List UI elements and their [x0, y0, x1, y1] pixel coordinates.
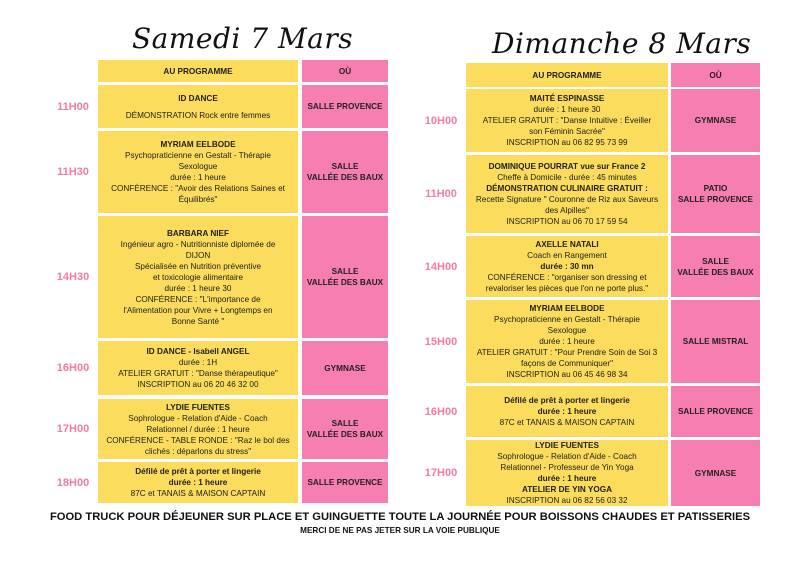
location-cell [671, 300, 760, 383]
program-line: durée : 1 heure 30 [533, 105, 601, 114]
program-line: INSCRIPTION au 06 82 95 73 99 [506, 138, 628, 147]
program-line: et toxicologie alimentaire [152, 272, 244, 282]
program-line: Recette Signature " Couronne de Riz aux Saveurs [475, 195, 659, 204]
saturday-where-header: OÙ [302, 60, 388, 82]
time-slot: 18H00 [56, 476, 90, 489]
time-slot: 17H00 [56, 423, 90, 435]
location-cell [302, 131, 388, 213]
program-line: INSCRIPTION au 06 70 17 59 54 [506, 217, 628, 226]
program-line: BARBARA NIEF [166, 228, 229, 238]
location-cell [671, 440, 760, 506]
time-slot: 14H00 [424, 260, 458, 273]
location-cell [302, 216, 388, 338]
location-cell [302, 399, 388, 459]
program-line: durée : 1 heure [539, 337, 595, 346]
program-line: Sophrologue - Relation d'Aide - Coach [497, 452, 637, 461]
program-line: Équilibrés" [178, 195, 218, 204]
location-cell [671, 236, 760, 297]
program-cell [466, 386, 668, 437]
sunday-program-header: AU PROGRAMME [466, 63, 668, 87]
program-cell [466, 440, 668, 506]
program-line: durée : 1 heure [170, 173, 226, 182]
program-line: Relationnel - Professeur de Yin Yoga [500, 463, 634, 472]
program-line: CONFÉRENCE : "Avoir des Relations Saines et [111, 184, 285, 193]
program-line: 87C et TANAIS & MAISON CAPTAIN [130, 489, 266, 498]
program-line: Psychopraticienne en Gestalt - Thérapie [494, 315, 640, 324]
time-slot: 16H00 [424, 405, 458, 418]
program-cell [98, 85, 298, 128]
program-line: DÉMONSTRATION CULINAIRE GRATUIT : [486, 184, 648, 193]
program-line: durée : 1 heure [168, 478, 228, 487]
program-line: DÉMONSTRATION Rock entre femmes [125, 110, 271, 120]
program-line: Relationnel / durée : 1 heure [146, 424, 250, 434]
sunday-where-header: OÙ [671, 63, 760, 87]
program-line: MAITÉ ESPINASSE [529, 94, 605, 103]
program-line: durée : 1 heure 30 [164, 283, 232, 293]
program-line: durée : 1 heure [537, 407, 597, 416]
program-line: durée : 30 mn [540, 262, 594, 271]
time-slot: 17H00 [424, 467, 458, 479]
program-line: ATELIER GRATUIT : "Danse thérapeutique" [118, 369, 278, 378]
program-line: CONFÉRENCE : "organiser son dressing et [487, 273, 647, 282]
time-slot: 14H30 [56, 271, 90, 283]
program-line: durée : 1H [178, 358, 218, 367]
location-cell [671, 89, 760, 152]
program-line: Défilé de prêt à porter et lingerie [504, 396, 630, 405]
saturday-title: Samedi 7 Mars [132, 22, 354, 55]
location-line: GYMNASE [324, 363, 366, 373]
program-line: ATELIER DE YIN YOGA [521, 485, 613, 494]
program-line: durée : 1 heure [537, 474, 597, 483]
program-line: revaloriser les pièces que l'on ne porte plus." [485, 284, 649, 293]
program-line: Sexologue [178, 162, 218, 171]
program-line: Sophrologue - Relation d'Aide - Coach [128, 413, 268, 423]
program-line: CONFÉRENCE : "L'importance de [135, 294, 261, 304]
program-line: INSCRIPTION au 06 20 46 32 00 [137, 380, 259, 389]
location-line: GYMNASE [694, 468, 737, 478]
location-line: SALLE PROVENCE [307, 102, 383, 111]
program-cell [466, 89, 668, 152]
location-line: VALLÉE DES BAUX [306, 430, 384, 439]
time-slot: 10H00 [424, 114, 458, 127]
location-line: SALLE [702, 256, 729, 266]
program-line: ATELIER GRATUIT : "Pour Prendre Soin de Soi 3 [476, 348, 658, 357]
time-slot: 16H00 [56, 362, 90, 374]
program-cell [466, 155, 668, 233]
location-line: SALLE [331, 267, 359, 276]
program-line: Coach en Rangement [527, 251, 607, 260]
location-cell [302, 85, 388, 128]
program-line: ID DANCE - Isabell ANGEL [146, 347, 250, 356]
program-line: AXELLE NATALI [535, 240, 599, 249]
sunday-title: Dimanche 8 Mars [492, 27, 752, 60]
program-line: DOMINIQUE POURRAT vue sur France 2 [488, 162, 646, 171]
program-cell [98, 216, 298, 338]
location-cell [302, 462, 388, 503]
program-line: Spécialisée en Nutrition préventive [134, 261, 262, 271]
program-line: des Alpilles" [545, 206, 589, 215]
program-line: façons de Communiquer" [520, 359, 614, 368]
program-line: ATELIER GRATUIT : "Danse Intuitive : Éveiller [482, 116, 652, 125]
program-line: INSCRIPTION au 06 45 46 98 34 [506, 370, 628, 379]
program-line: Bonne Santé " [171, 316, 225, 326]
program-line: son Féminin Sacrée" [529, 127, 605, 136]
location-cell [671, 386, 760, 437]
location-line: GYMNASE [694, 116, 737, 125]
program-line: MYRIAM EELBODE [529, 304, 605, 313]
program-line: MYRIAM EELBODE [160, 140, 236, 149]
program-line: l'Alimentation pour Vivre + Longtemps en [123, 305, 273, 315]
program-line: Sexologue [547, 326, 587, 335]
location-line: SALLE PROVENCE [307, 478, 383, 487]
program-cell [98, 131, 298, 213]
location-cell [302, 341, 388, 395]
location-line: VALLÉE DES BAUX [306, 278, 384, 287]
program-line: LYDIE FUENTES [166, 402, 230, 412]
program-line: clichés : déparlons du stress" [144, 446, 252, 456]
location-line: PATIO [703, 184, 728, 193]
time-slot: 15H00 [424, 335, 458, 348]
program-line: CONFÉRENCE - TABLE RONDE : "Raz le bol des [106, 435, 290, 445]
location-line: VALLÉE DES BAUX [677, 267, 754, 277]
time-slot: 11H30 [57, 166, 89, 178]
location-cell [671, 155, 760, 233]
location-line: SALLE MISTRAL [682, 337, 749, 346]
footer-food-truck: FOOD TRUCK POUR DÉJEUNER SUR PLACE ET GUINGUETTE TOUTE LA JOURNÉE POUR BOISSONS CHAUDES ET PATISSERIES [49, 511, 751, 523]
program-cell [98, 399, 298, 459]
saturday-program-header: AU PROGRAMME [98, 60, 298, 82]
location-line: VALLÉE DES BAUX [306, 173, 384, 182]
program-line: Psychopraticienne en Gestalt - Thérapie [125, 151, 271, 160]
program-line: INSCRIPTION au 06 82 56 03 32 [506, 496, 628, 505]
footer-notice: MERCI DE NE PAS JETER SUR LA VOIE PUBLIQUE [300, 526, 500, 535]
location-line: SALLE [331, 162, 359, 171]
program-cell [466, 300, 668, 383]
program-cell [98, 341, 298, 395]
program-line: DIJON [185, 250, 211, 260]
program-line: Cheffe à Domicile - durée : 45 minutes [497, 173, 637, 182]
program-line: 87C et TANAIS & MAISON CAPTAIN [499, 418, 635, 427]
time-slot: 11H00 [425, 188, 457, 200]
program-line: Ingénieur agro - Nutritionniste diplomée de [120, 239, 276, 249]
time-slot: 11H00 [57, 100, 89, 113]
location-line: SALLE PROVENCE [677, 195, 754, 204]
location-line: SALLE PROVENCE [677, 407, 754, 416]
program-cell [98, 462, 298, 503]
program-line: ID DANCE [178, 93, 218, 103]
program-line: Défilé de prêt à porter et lingerie [135, 467, 261, 476]
program-cell [466, 236, 668, 297]
location-line: SALLE [331, 419, 359, 428]
program-line: LYDIE FUENTES [535, 441, 599, 450]
